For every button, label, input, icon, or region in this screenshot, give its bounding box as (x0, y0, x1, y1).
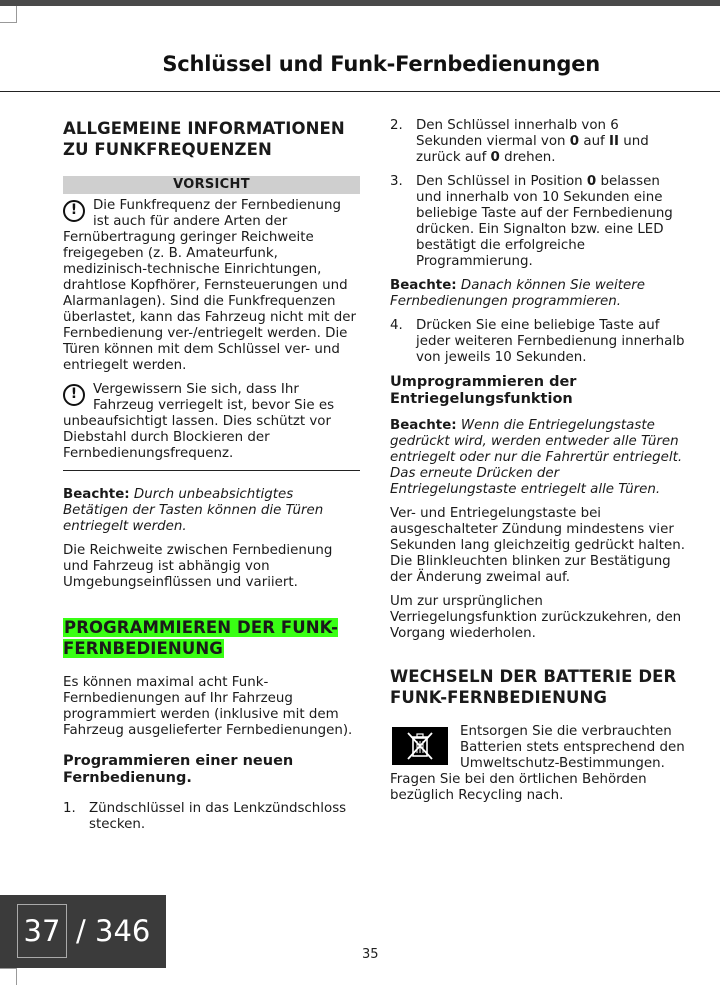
steps-list-right-2 (390, 318, 688, 366)
heading-battery: WECHSELN DER BATTERIE DER FUNK-FERNBEDIENUNG (390, 667, 677, 707)
battery-disposal-text: Entsorgen Sie die verbrauchten Batterien stets entsprechend den Umweltschutz-Bestimmungen. Fragen Sie bei den örtlichen Behörden bezüglich Recycling nach. (390, 724, 685, 803)
reprogram-text: Ver- und Entriegelungstaste bei ausgeschalteter Zündung mindestens vier Sekunden lang gleichzeitig gedrückt halten. Die Blinkleuchten blinken zur Bestätigung der Änderung zweimal auf. (390, 506, 685, 585)
title-rule (0, 91, 720, 92)
warning-icon (63, 384, 85, 406)
note-text: Wenn die Entriegelungstaste gedrückt wird, werden entweder alle Türen entriegelt oder nur die Fahrertür entriegelt. Das erneute Drücken der Entriegelungstaste entriegelt alle Türen. (390, 418, 683, 497)
note-label: Beachte: (390, 418, 457, 433)
note-more-remotes (390, 278, 688, 310)
note-accidental-press (63, 487, 360, 535)
programming-intro: Es können maximal acht Funk-Fernbedienungen auf Ihr Fahrzeug programmiert werden (inklusive mit dem Fahrzeug ausgelieferter Fernbedienungen). (63, 675, 353, 738)
step-key-position: II (609, 134, 619, 149)
caution-box (63, 176, 360, 471)
note-text: Durch unbeabsichtigtes Betätigen der Tasten können die Türen entriegelt werden. (63, 487, 324, 534)
current-page-box[interactable]: 37 (17, 904, 67, 958)
caution-divider (63, 470, 360, 471)
note-label: Beachte: (390, 278, 457, 293)
step-text: Drücken Sie eine beliebige Taste auf jeder weiteren Fernbedienung innerhalb von jeweils 10 Sekunden. (416, 318, 685, 365)
step-text-part: Den Schlüssel innerhalb von 6 Sekunden viermal von (416, 118, 619, 149)
total-pages: / 346 (76, 914, 151, 948)
crop-mark-bottom (0, 968, 17, 985)
left-column (63, 118, 360, 841)
crossed-bin-icon (392, 727, 448, 765)
page-counter[interactable] (0, 895, 166, 968)
step-4 (390, 318, 688, 366)
step-3 (390, 174, 688, 270)
steps-list-left (63, 801, 360, 833)
caution-text-frequency: Die Funkfrequenz der Fernbedienung ist auch für andere Arten der Fernübertragung geringer Reichweite freigegeben (z. B. Amateurfunk, medizinisch-technische Einrichtungen, drahtlose Kopfhörer, Fernsteuerungen und Alarmanlagen). Sind die Funkfrequenzen überlastet, kann das Fahrzeug nicht mit der Fernbedienung ver-/entriegelt werden. Die Türen können mit dem Schlüssel ver- und entriegelt werden. (63, 198, 357, 373)
heading-general-info: ALLGEMEINE INFORMATIONEN ZU FUNKFREQUENZEN (63, 119, 345, 159)
steps-list-right (390, 118, 688, 270)
step-text: Zündschlüssel in das Lenkzündschloss stecken. (89, 801, 347, 832)
step-1 (63, 801, 360, 833)
step-key-position: 0 (586, 174, 597, 189)
step-2 (390, 118, 688, 166)
subheading-reprogram: Umprogrammieren der Entriegelungsfunktion (390, 374, 577, 407)
step-number: 3. (390, 174, 403, 189)
step-number: 2. (390, 118, 403, 133)
note-text: Danach können Sie weitere Fernbedienungen programmieren. (390, 278, 645, 309)
revert-text: Um zur ursprünglichen Verriegelungsfunktion zurückzukehren, den Vorgang wiederholen. (390, 594, 682, 641)
warning-icon (63, 200, 85, 222)
step-text-part: Den Schlüssel in Position (416, 174, 587, 189)
caution-text-locking: Vergewissern Sie sich, dass Ihr Fahrzeug verriegelt ist, bevor Sie es unbeaufsichtigt lassen. Dies schützt vor Diebstahl durch Blockieren der Fernbedienungsfrequenz. (63, 382, 335, 461)
caution-item-locking (63, 382, 360, 462)
step-text-part: drehen. (499, 150, 556, 165)
step-text-part: und zurück auf (416, 134, 649, 165)
page-title: Schlüssel und Funk-Fernbedienungen (162, 52, 600, 76)
printed-page-number: 35 (362, 947, 379, 962)
crop-mark-top (0, 6, 17, 23)
note-label: Beachte: (63, 487, 130, 502)
step-text-part: auf (579, 134, 610, 149)
caution-item-frequency (63, 198, 360, 374)
step-key-position: 0 (490, 150, 500, 165)
top-bar (0, 0, 720, 6)
note-unlock-behaviour (390, 418, 688, 498)
subheading-new-remote: Programmieren einer neuen Fernbedienung. (63, 753, 294, 786)
step-key-position: 0 (569, 134, 580, 149)
step-number: 1. (63, 801, 76, 816)
step-text-part: belassen und innerhalb von 10 Sekunden eine beliebige Taste auf der Fernbedienung drücken. Ein Signalton bzw. eine LED bestätigt die erfolgreiche Programmierung. (416, 174, 673, 269)
caution-title: VORSICHT (63, 176, 360, 194)
battery-disposal-item (390, 724, 688, 804)
step-number: 4. (390, 318, 403, 333)
heading-programming-highlight: PROGRAMMIEREN DER FUNK-FERNBEDIENUNG (63, 618, 339, 658)
right-column (390, 118, 688, 812)
range-text: Die Reichweite zwischen Fernbedienung und Fahrzeug ist abhängig von Umgebungseinflüssen und variiert. (63, 543, 333, 590)
heading-programming (63, 617, 360, 659)
